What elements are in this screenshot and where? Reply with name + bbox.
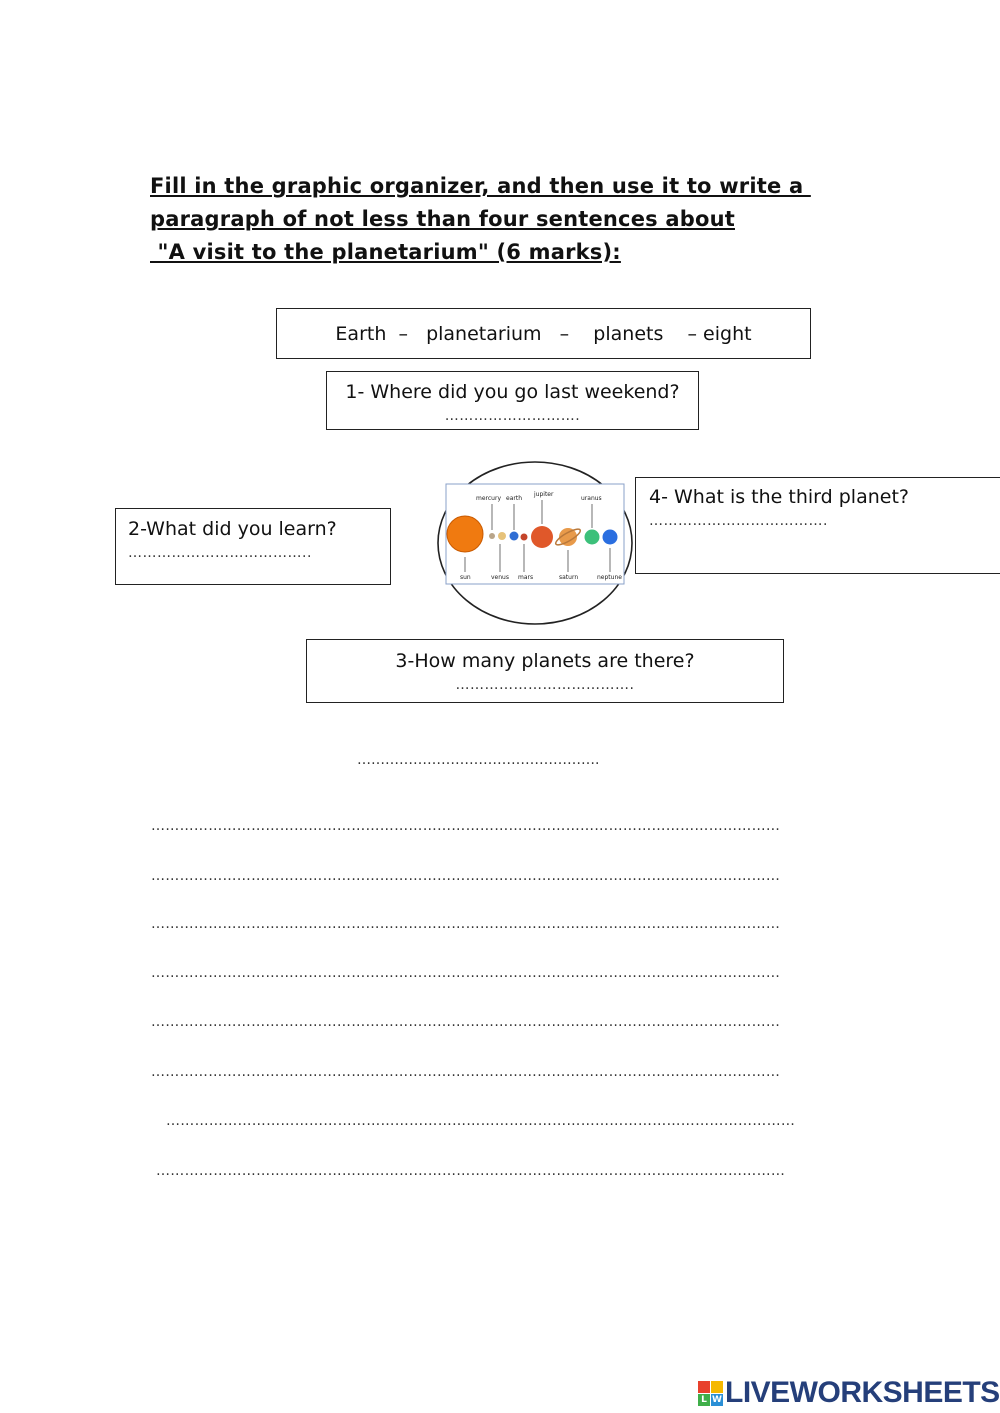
question-1-box xyxy=(326,371,699,430)
label-mercury: mercury xyxy=(476,495,501,502)
paragraph-title-line[interactable]: ……………………………………………. xyxy=(357,752,600,768)
sun-icon xyxy=(447,516,483,552)
question-2-box xyxy=(115,508,391,585)
liveworksheets-logo xyxy=(698,1376,1000,1410)
logo-block-w: W xyxy=(712,1394,722,1405)
writing-line[interactable]: …………………………………………………………………………………………………………………… xyxy=(151,1014,781,1030)
writing-line[interactable]: …………………………………………………………………………………………………………………… xyxy=(151,818,781,834)
question-4-box xyxy=(635,477,1000,574)
question-2-answer-line[interactable]: ……………………………….. xyxy=(128,545,312,561)
question-4-text: 4- What is the third planet? xyxy=(649,486,909,508)
writing-line[interactable]: …………………………………………………………………………………………………………………… xyxy=(151,868,781,884)
instructions-line-1: Fill in the graphic organizer, and then use it to write a xyxy=(150,174,811,198)
question-2-text: 2-What did you learn? xyxy=(128,518,337,540)
jupiter-icon xyxy=(531,526,553,548)
instructions-line-3: "A visit to the planetarium" (6 marks): xyxy=(150,240,621,264)
label-jupiter: jupiter xyxy=(534,491,554,498)
question-1-text: 1- Where did you go last weekend? xyxy=(345,381,680,403)
uranus-icon xyxy=(585,530,600,545)
writing-line[interactable]: …………………………………………………………………………………………………………………… xyxy=(156,1163,786,1179)
mercury-icon xyxy=(489,533,495,539)
instructions-line-2: paragraph of not less than four sentences about xyxy=(150,207,735,231)
instructions xyxy=(150,170,850,269)
question-3-text: 3-How many planets are there? xyxy=(395,650,695,672)
question-3-box xyxy=(306,639,784,703)
mars-icon xyxy=(521,534,528,541)
label-sun: sun xyxy=(460,574,471,581)
neptune-icon xyxy=(603,530,618,545)
question-3-answer-line[interactable]: ………………………………. xyxy=(455,677,635,693)
writing-line[interactable]: …………………………………………………………………………………………………………………… xyxy=(151,965,781,981)
venus-icon xyxy=(498,532,506,540)
label-uranus: uranus xyxy=(581,495,602,502)
word-bank: Earth – planetarium – planets – eight xyxy=(276,308,811,359)
writing-line[interactable]: …………………………………………………………………………………………………………………… xyxy=(151,916,781,932)
writing-line[interactable]: …………………………………………………………………………………………………………………… xyxy=(151,1064,781,1080)
label-saturn: saturn xyxy=(559,574,579,581)
question-1-answer-line[interactable]: ………………………. xyxy=(444,408,581,424)
question-4-answer-line[interactable]: ………………………………. xyxy=(649,513,828,529)
label-earth: earth xyxy=(506,495,522,502)
logo-text: LIVEWORKSHEETS xyxy=(725,1376,1000,1409)
solar-system-diagram xyxy=(436,460,634,626)
label-venus: venus xyxy=(491,574,509,581)
logo-blocks-icon xyxy=(698,1381,723,1406)
writing-line[interactable]: …………………………………………………………………………………………………………………… xyxy=(166,1113,796,1129)
earth-icon xyxy=(510,532,519,541)
label-neptune: neptune xyxy=(597,574,622,581)
label-mars: mars xyxy=(518,574,534,581)
logo-block-l: L xyxy=(698,1394,710,1406)
